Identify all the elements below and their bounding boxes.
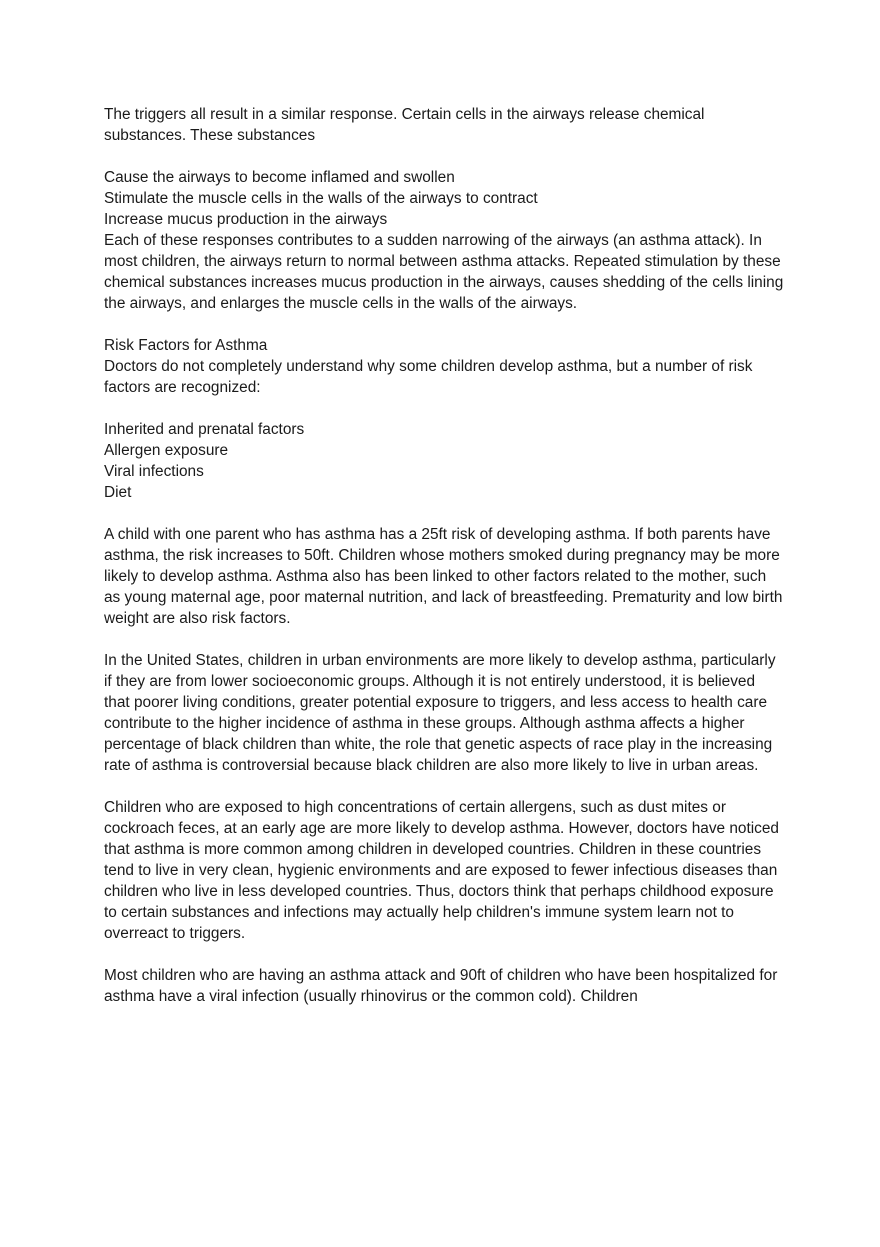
spacer — [104, 629, 784, 650]
risk-factor-diet: Diet — [104, 484, 132, 501]
response-item-inflamed: Cause the airways to become inflamed and swollen — [104, 169, 455, 186]
parental-risk-paragraph: A child with one parent who has asthma has a 25ft risk of developing asthma. If both parents have asthma, the risk increases to 50ft. Children whose mothers smoked during pregnancy may be more likely to develop asthma. Asthma also has been linked to other factors related to the mother, such as young maternal age, poor maternal nutrition, and lack of breastfeeding. Prematurity and low birth weight are also risk factors. — [104, 526, 783, 627]
risk-factors-intro: Doctors do not completely understand why some children develop asthma, but a number of risk factors are recognized: — [104, 358, 753, 396]
risk-factors-heading: Risk Factors for Asthma — [104, 337, 268, 354]
spacer — [104, 503, 784, 524]
responses-summary-paragraph: Each of these responses contributes to a sudden narrowing of the airways (an asthma attack). In most children, the airways return to normal between asthma attacks. Repeated stimulation by these chemical substances increases mucus production in the airways, causes shedding of the cells lining the airways, and enlarges the muscle cells in the walls of the airways. — [104, 232, 784, 312]
response-item-mucus: Increase mucus production in the airways — [104, 211, 388, 228]
risk-factor-inherited: Inherited and prenatal factors — [104, 421, 305, 438]
viral-infection-paragraph: Most children who are having an asthma attack and 90ft of children who have been hospitalized for asthma have a viral infection (usually rhinovirus or the common cold). Children — [104, 967, 778, 1005]
urban-risk-paragraph: In the United States, children in urban environments are more likely to develop asthma, particularly if they are from lower socioeconomic groups. Although it is not entirely understood, it is believed that poorer living conditions, greater potential exposure to triggers, and less access to health care contribute to the higher incidence of asthma in these groups. Although asthma affects a higher percentage of black children than white, the role that genetic aspects of race play in the increasing rate of asthma is controversial because black children are also more likely to live in urban areas. — [104, 652, 776, 774]
risk-factor-viral: Viral infections — [104, 463, 204, 480]
spacer — [104, 314, 784, 335]
risk-factor-allergen: Allergen exposure — [104, 442, 229, 459]
intro-paragraph: The triggers all result in a similar response. Certain cells in the airways release chemical substances. These substances — [104, 106, 705, 144]
allergen-exposure-paragraph: Children who are exposed to high concentrations of certain allergens, such as dust mites or cockroach feces, at an early age are more likely to develop asthma. However, doctors have noticed that asthma is more common among children in developed countries. Children in these countries tend to live in very clean, hygienic environments and are exposed to fewer infectious diseases than children who live in less developed countries. Thus, doctors think that perhaps childhood exposure to certain substances and infections may actually help children's immune system learn not to overreact to triggers. — [104, 799, 779, 942]
spacer — [104, 776, 784, 797]
spacer — [104, 146, 784, 167]
document-page — [104, 104, 784, 1007]
spacer — [104, 944, 784, 965]
spacer — [104, 398, 784, 419]
response-item-contract: Stimulate the muscle cells in the walls of the airways to contract — [104, 190, 538, 207]
